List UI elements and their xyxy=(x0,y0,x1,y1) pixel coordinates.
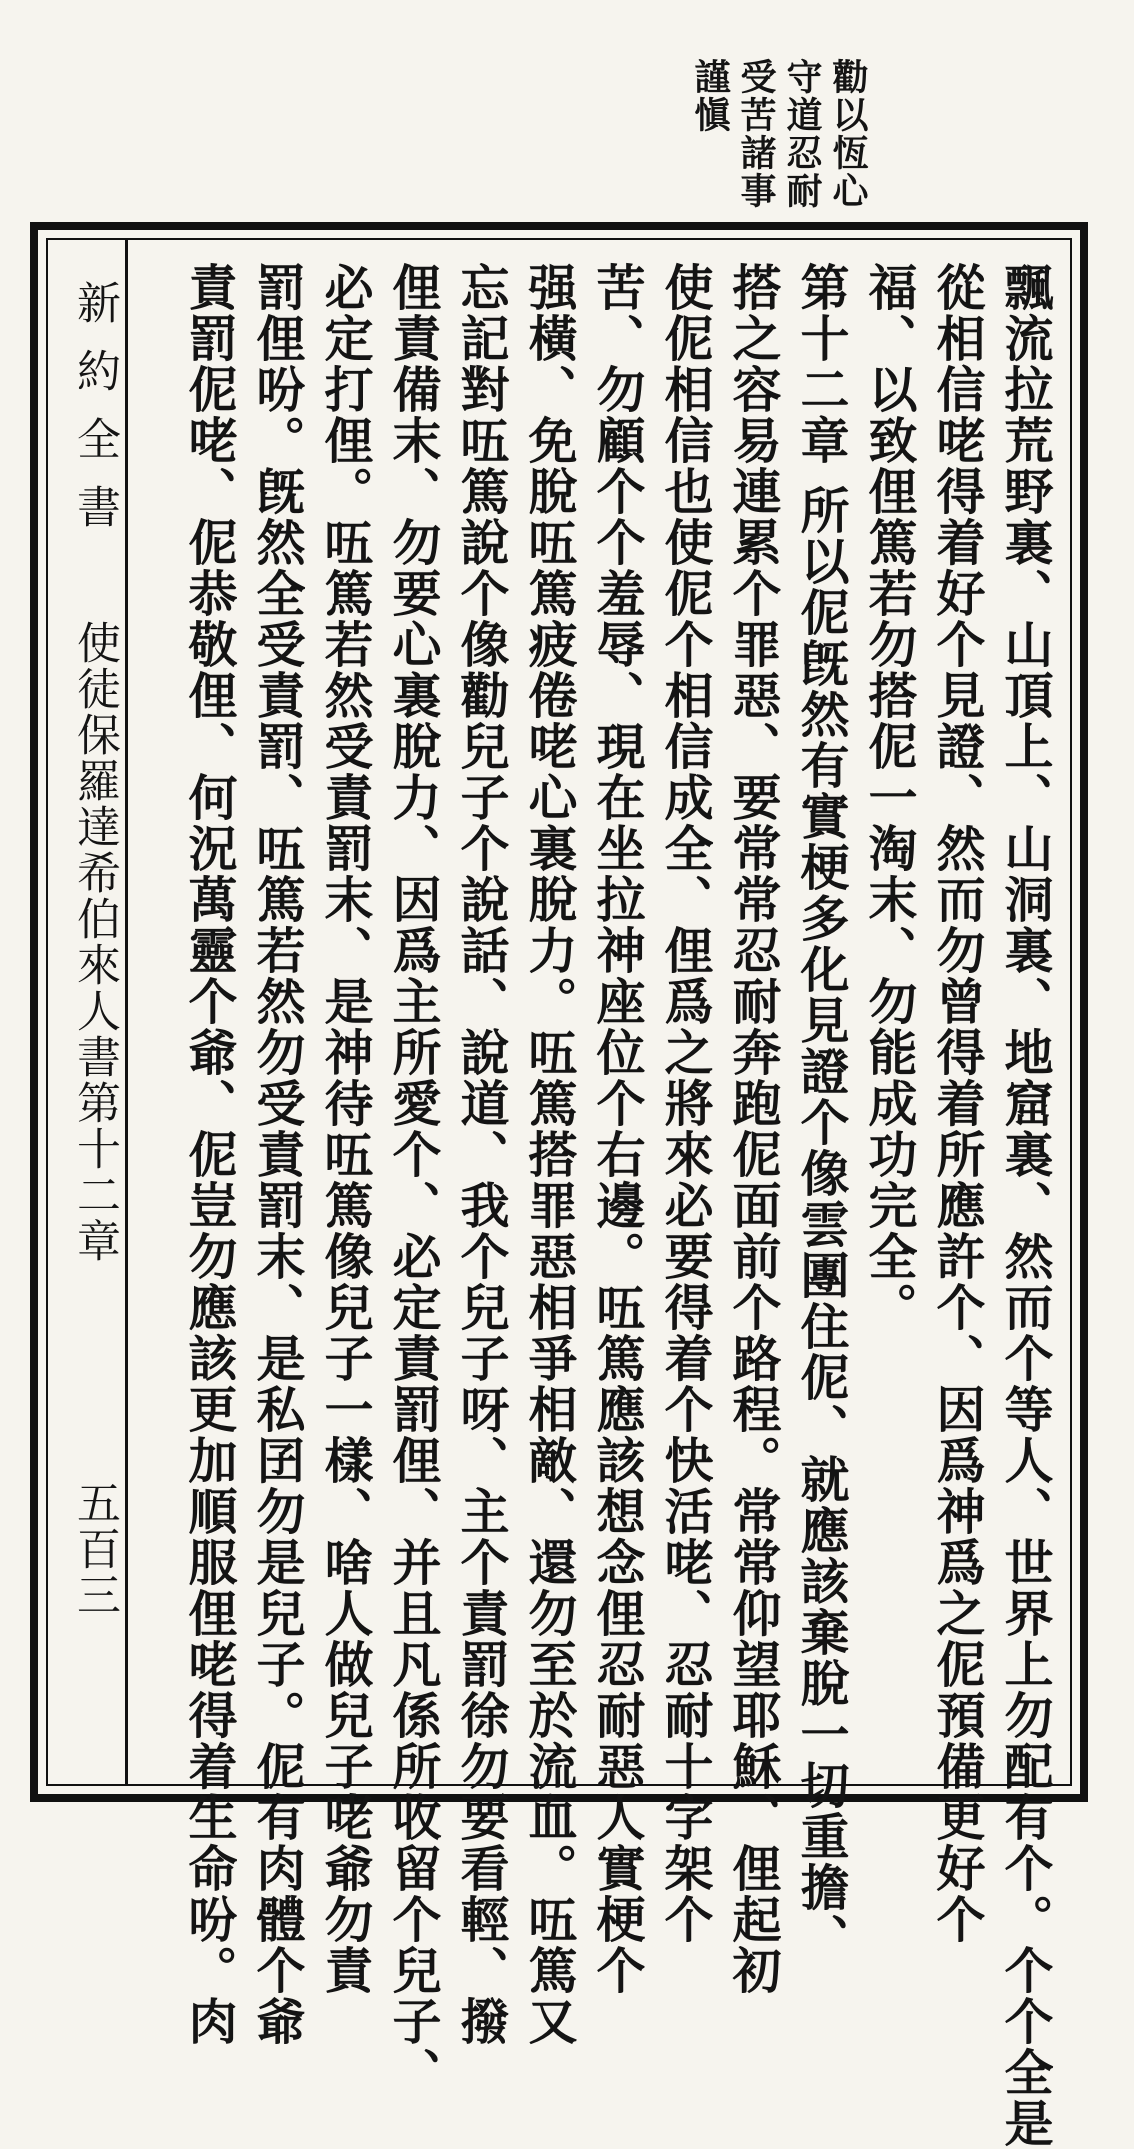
page-frame xyxy=(30,222,1088,2149)
margin-note-line: 守道忍耐 xyxy=(781,58,823,210)
page-number: 五百三 xyxy=(69,1480,120,1618)
margin-note xyxy=(690,58,868,228)
book-title: 新約全書 xyxy=(69,280,120,552)
text-column: 使伲相信也使伲个相信成全、俚爲之將來必要得着个快活咾、忍耐十字架个 xyxy=(657,262,715,1945)
body-text xyxy=(110,262,1060,2149)
margin-note-line: 勸以恆心 xyxy=(827,58,869,210)
text-column: 俚責備末、勿要心裏脫力、因爲主所愛个、必定責罰俚、并且凡係所收留个兒子、 xyxy=(385,262,443,2098)
text-column: 苦、勿顧个个羞辱、現在坐拉神座位个右邊。㕶篤應該想念俚忍耐惡人實梗个 xyxy=(589,262,647,1996)
text-column: 飄流拉荒野裏、山頂上、山洞裏、地窟裏、然而个等人、世界上勿配有个。个个全是 xyxy=(997,262,1055,2149)
page-frame-inner xyxy=(46,238,1072,2149)
text-column: 忘記對㕶篤說个像勸兒子个說話、說道、我个兒子呀、主个責罰徐勿要看輕、撥 xyxy=(453,262,511,2047)
text-column: 從相信咾得着好个見證、然而勿曾得着所應許个、因爲神爲之伲預備更好个 xyxy=(929,262,987,1945)
margin-note-line: 謹愼 xyxy=(689,58,731,134)
text-column: 福、以致俚篤若勿搭伲一淘末、勿能成功完全。 xyxy=(861,262,919,1333)
text-column: 必定打俚。㕶篤若然受責罰末、是神待㕶篤像兒子一樣、啥人做兒子咾爺勿責 xyxy=(317,262,375,1996)
text-column: 第十二章 所以伲旣然有實梗多化見證个像雲團住伲、就應該棄脫一切重擔、 xyxy=(793,262,851,1965)
text-column: 責罰伲咾、伲恭敬俚、何況萬靈个爺、伲豈勿應該更加順服俚咾得着生命吩。肉 xyxy=(181,262,239,2047)
text-column: 罰俚吩。旣然全受責罰、㕶篤若然勿受責罰末、是私囝勿是兒子。伲有肉體个爺 xyxy=(249,262,307,2047)
chapter-label: 使徒保羅達希伯來人書第十二章 xyxy=(69,620,120,1264)
margin-note-line: 受苦諸事 xyxy=(735,58,777,210)
text-column: 搭之容易連累个罪惡、要常常忍耐奔跑伲面前个路程。常常仰望耶穌、俚起初 xyxy=(725,262,783,1996)
text-column: 强橫、免脫㕶篤疲倦咾心裏脫力。㕶篤搭罪惡相爭相敵、還勿至於流血。㕶篤又 xyxy=(521,262,579,2047)
